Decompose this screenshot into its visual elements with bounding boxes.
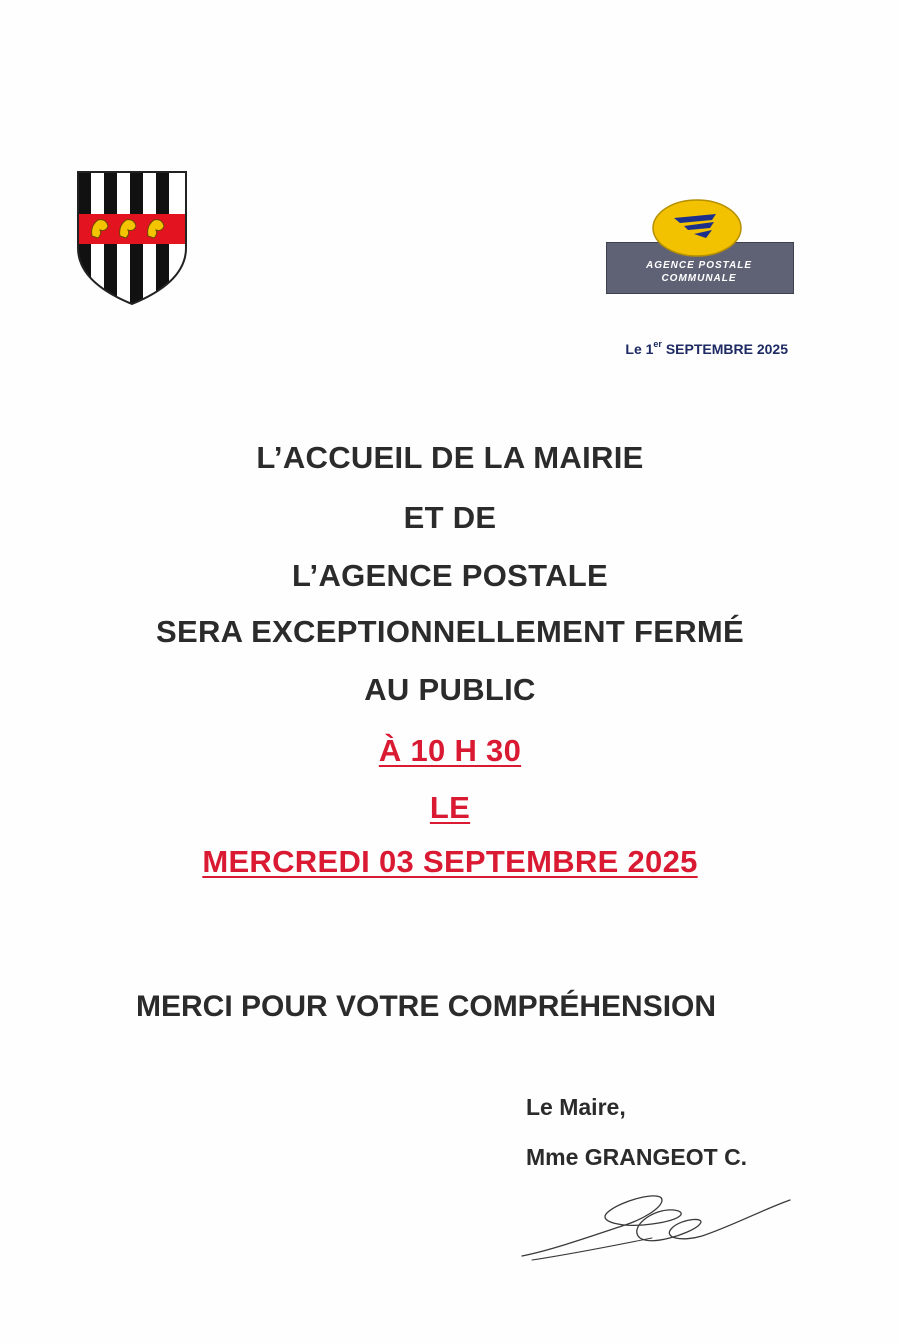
handwritten-signature	[512, 1186, 796, 1266]
date-superscript: er	[653, 339, 662, 349]
date-prefix: Le 1	[625, 341, 654, 357]
date-suffix: SEPTEMBRE 2025	[661, 341, 788, 357]
notice-line-1: L’ACCUEIL DE LA MAIRIE	[256, 440, 644, 475]
postal-agency-logo	[606, 196, 792, 294]
thanks-message: MERCI POUR VOTRE COMPRÉHENSION	[136, 990, 717, 1023]
postal-logo-line2: COMMUNALE	[661, 273, 737, 284]
closing-date: MERCREDI 03 SEPTEMBRE 2025	[202, 844, 698, 879]
closing-day-prefix: LE	[429, 790, 471, 825]
closing-time: À 10 H 30	[378, 733, 522, 768]
notice-line-2: ET DE	[403, 500, 497, 535]
la-poste-bird-icon	[650, 196, 744, 262]
notice-line-4: SERA EXCEPTIONNELLEMENT FERMÉ	[156, 614, 744, 649]
signatory-role: Le Maire,	[526, 1094, 626, 1120]
postal-logo-line1: AGENCE POSTALE	[645, 260, 753, 271]
notice-line-3: L’AGENCE POSTALE	[292, 558, 608, 593]
document-date	[625, 341, 788, 357]
notice-line-5: AU PUBLIC	[364, 672, 536, 707]
signatory-name: Mme GRANGEOT C.	[526, 1144, 748, 1170]
coat-of-arms-icon	[76, 170, 188, 306]
